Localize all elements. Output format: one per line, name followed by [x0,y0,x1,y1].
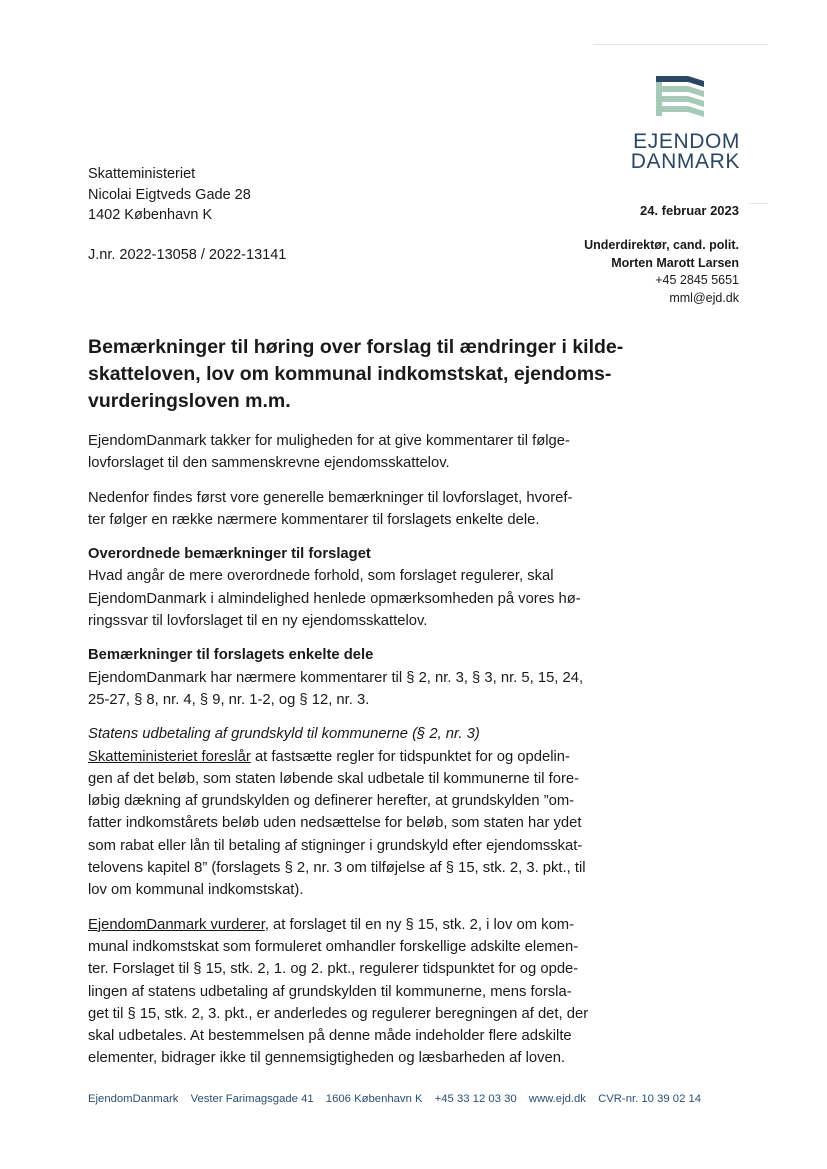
recipient-address [88,164,251,226]
footer-cvr: CVR-nr. 10 39 02 14 [598,1093,702,1105]
text-line: EjendomDanmark i almindelighed henlede opmærksomheden på vores hø- [88,590,581,607]
footer-web-link[interactable]: www.ejd.dk [528,1093,586,1105]
letter-title [88,334,740,415]
text-line: som rabat eller lån til betaling af stigninger i grundskyld efter ejendomsskat- [88,837,583,854]
specific-remarks-section [88,644,740,711]
date-rule [748,203,768,204]
assessment-section [88,914,740,1070]
text-line: 25-27, § 8, nr. 4, § 9, nr. 1-2, og § 12, nr. 3. [88,691,370,708]
page-footer [88,1093,740,1105]
recipient-street: Nicolai Eigtveds Gade 28 [88,186,251,203]
section-heading: Overordnede bemærkninger til forslaget [88,546,371,563]
lead-rest: at fastsætte regler for tidspunktet for og opdelin- [250,748,570,765]
text-line: get til § 15, stk. 2, 3. pkt., er anderledes og regulerer beregningen af det, der [88,1005,589,1022]
text-line: elementer, bidrager ikke til gennemsigtigheden og læsbarheden af loven. [88,1050,566,1067]
grundskyld-section [88,723,740,901]
section-heading: Bemærkninger til forslagets enkelte dele [88,647,374,664]
sender-contact [584,237,739,307]
text-line [88,914,740,936]
text-line: EjendomDanmark har nærmere kommentarer til § 2, nr. 3, § 3, nr. 5, 15, 24, [88,669,584,686]
text-line: løbig dækning af grundskylden og definerer herefter, at grundskylden ”om- [88,793,575,810]
text-line: lingen af statens udbetaling af grundskylden til kommunerne, mens forsla- [88,983,572,1000]
sender-title: Underdirektør, cand. polit. [584,238,739,252]
footer-street: Vester Farimagsgade 41 [190,1093,314,1105]
text-line: lov om kommunal indkomstskat). [88,882,304,899]
ejendom-danmark-logo-icon [652,74,708,122]
text-line: munal indkomstskat som formuleret omhandler forskellige adskilte elemen- [88,938,579,955]
overview-paragraph [88,487,740,532]
recipient-name: Skatteministeriet [88,166,196,182]
underlined-lead: EjendomDanmark vurderer [88,916,265,933]
journal-number: J.nr. 2022-13058 / 2022-13141 [88,247,287,263]
title-line: vurderingsloven m.m. [88,390,291,412]
text-line: Hvad angår de mere overordnede forhold, som forslaget regulerer, skal [88,568,554,585]
general-remarks-section [88,543,740,632]
sender-phone: +45 2845 5651 [655,273,739,287]
text-line [88,746,740,768]
letter-date: 24. februar 2023 [639,203,739,218]
letter-body [88,334,740,1082]
text-line: ringssvar til lovforslaget til en ny ejendomsskattelov. [88,613,428,630]
sender-name: Morten Marott Larsen [611,255,739,270]
text-line: Nedenfor findes først vore generelle bemærkninger til lovforslaget, hvoref- [88,489,573,506]
footer-phone: +45 33 12 03 30 [434,1093,517,1105]
lead-rest: , at forslaget til en ny § 15, stk. 2, i lov om kom- [264,916,575,933]
text-line: skal udbetales. At bestemmelsen på denne måde indeholder flere adskilte [88,1028,572,1045]
title-line: skatteloven, lov om kommunal indkomstskat, ejendoms- [88,363,612,385]
footer-org: EjendomDanmark [88,1093,179,1105]
intro-paragraph [88,430,740,475]
sender-email: mml@ejd.dk [669,290,739,305]
underlined-lead: Skatteministeriet foreslår [88,748,251,765]
text-line: ter. Forslaget til § 15, stk. 2, 1. og 2. pkt., regulerer tidspunktet for og opde- [88,961,579,978]
logo-wordmark [622,132,740,172]
logo-line-2: DANMARK [630,150,740,173]
text-line: telovens kapitel 8” (forslagets § 2, nr. 3 om tilføjelse af § 15, stk. 2, 3. pkt., til [88,860,586,877]
title-line: Bemærkninger til høring over forslag til ændringer i kilde- [88,336,624,358]
text-line: lovforslaget til den sammenskrevne ejendomsskattelov. [88,455,450,472]
footer-city: 1606 København K [325,1093,423,1105]
recipient-city: 1402 København K [88,207,213,223]
text-line: gen af det beløb, som staten løbende skal udbetale til kommunerne til fore- [88,770,580,787]
text-line: EjendomDanmark takker for muligheden for at give kommentarer til følge- [88,433,570,449]
header-rule [593,44,768,45]
text-line: fatter indkomstårets beløb uden nedsættelse for beløb, som staten har ydet [88,815,582,832]
text-line: ter følger en række nærmere kommentarer til forslagets enkelte dele. [88,511,540,528]
logo-line-1: EJENDOM [633,130,740,153]
section-subheading: Statens udbetaling af grundskyld til kommunerne (§ 2, nr. 3) [88,726,480,743]
